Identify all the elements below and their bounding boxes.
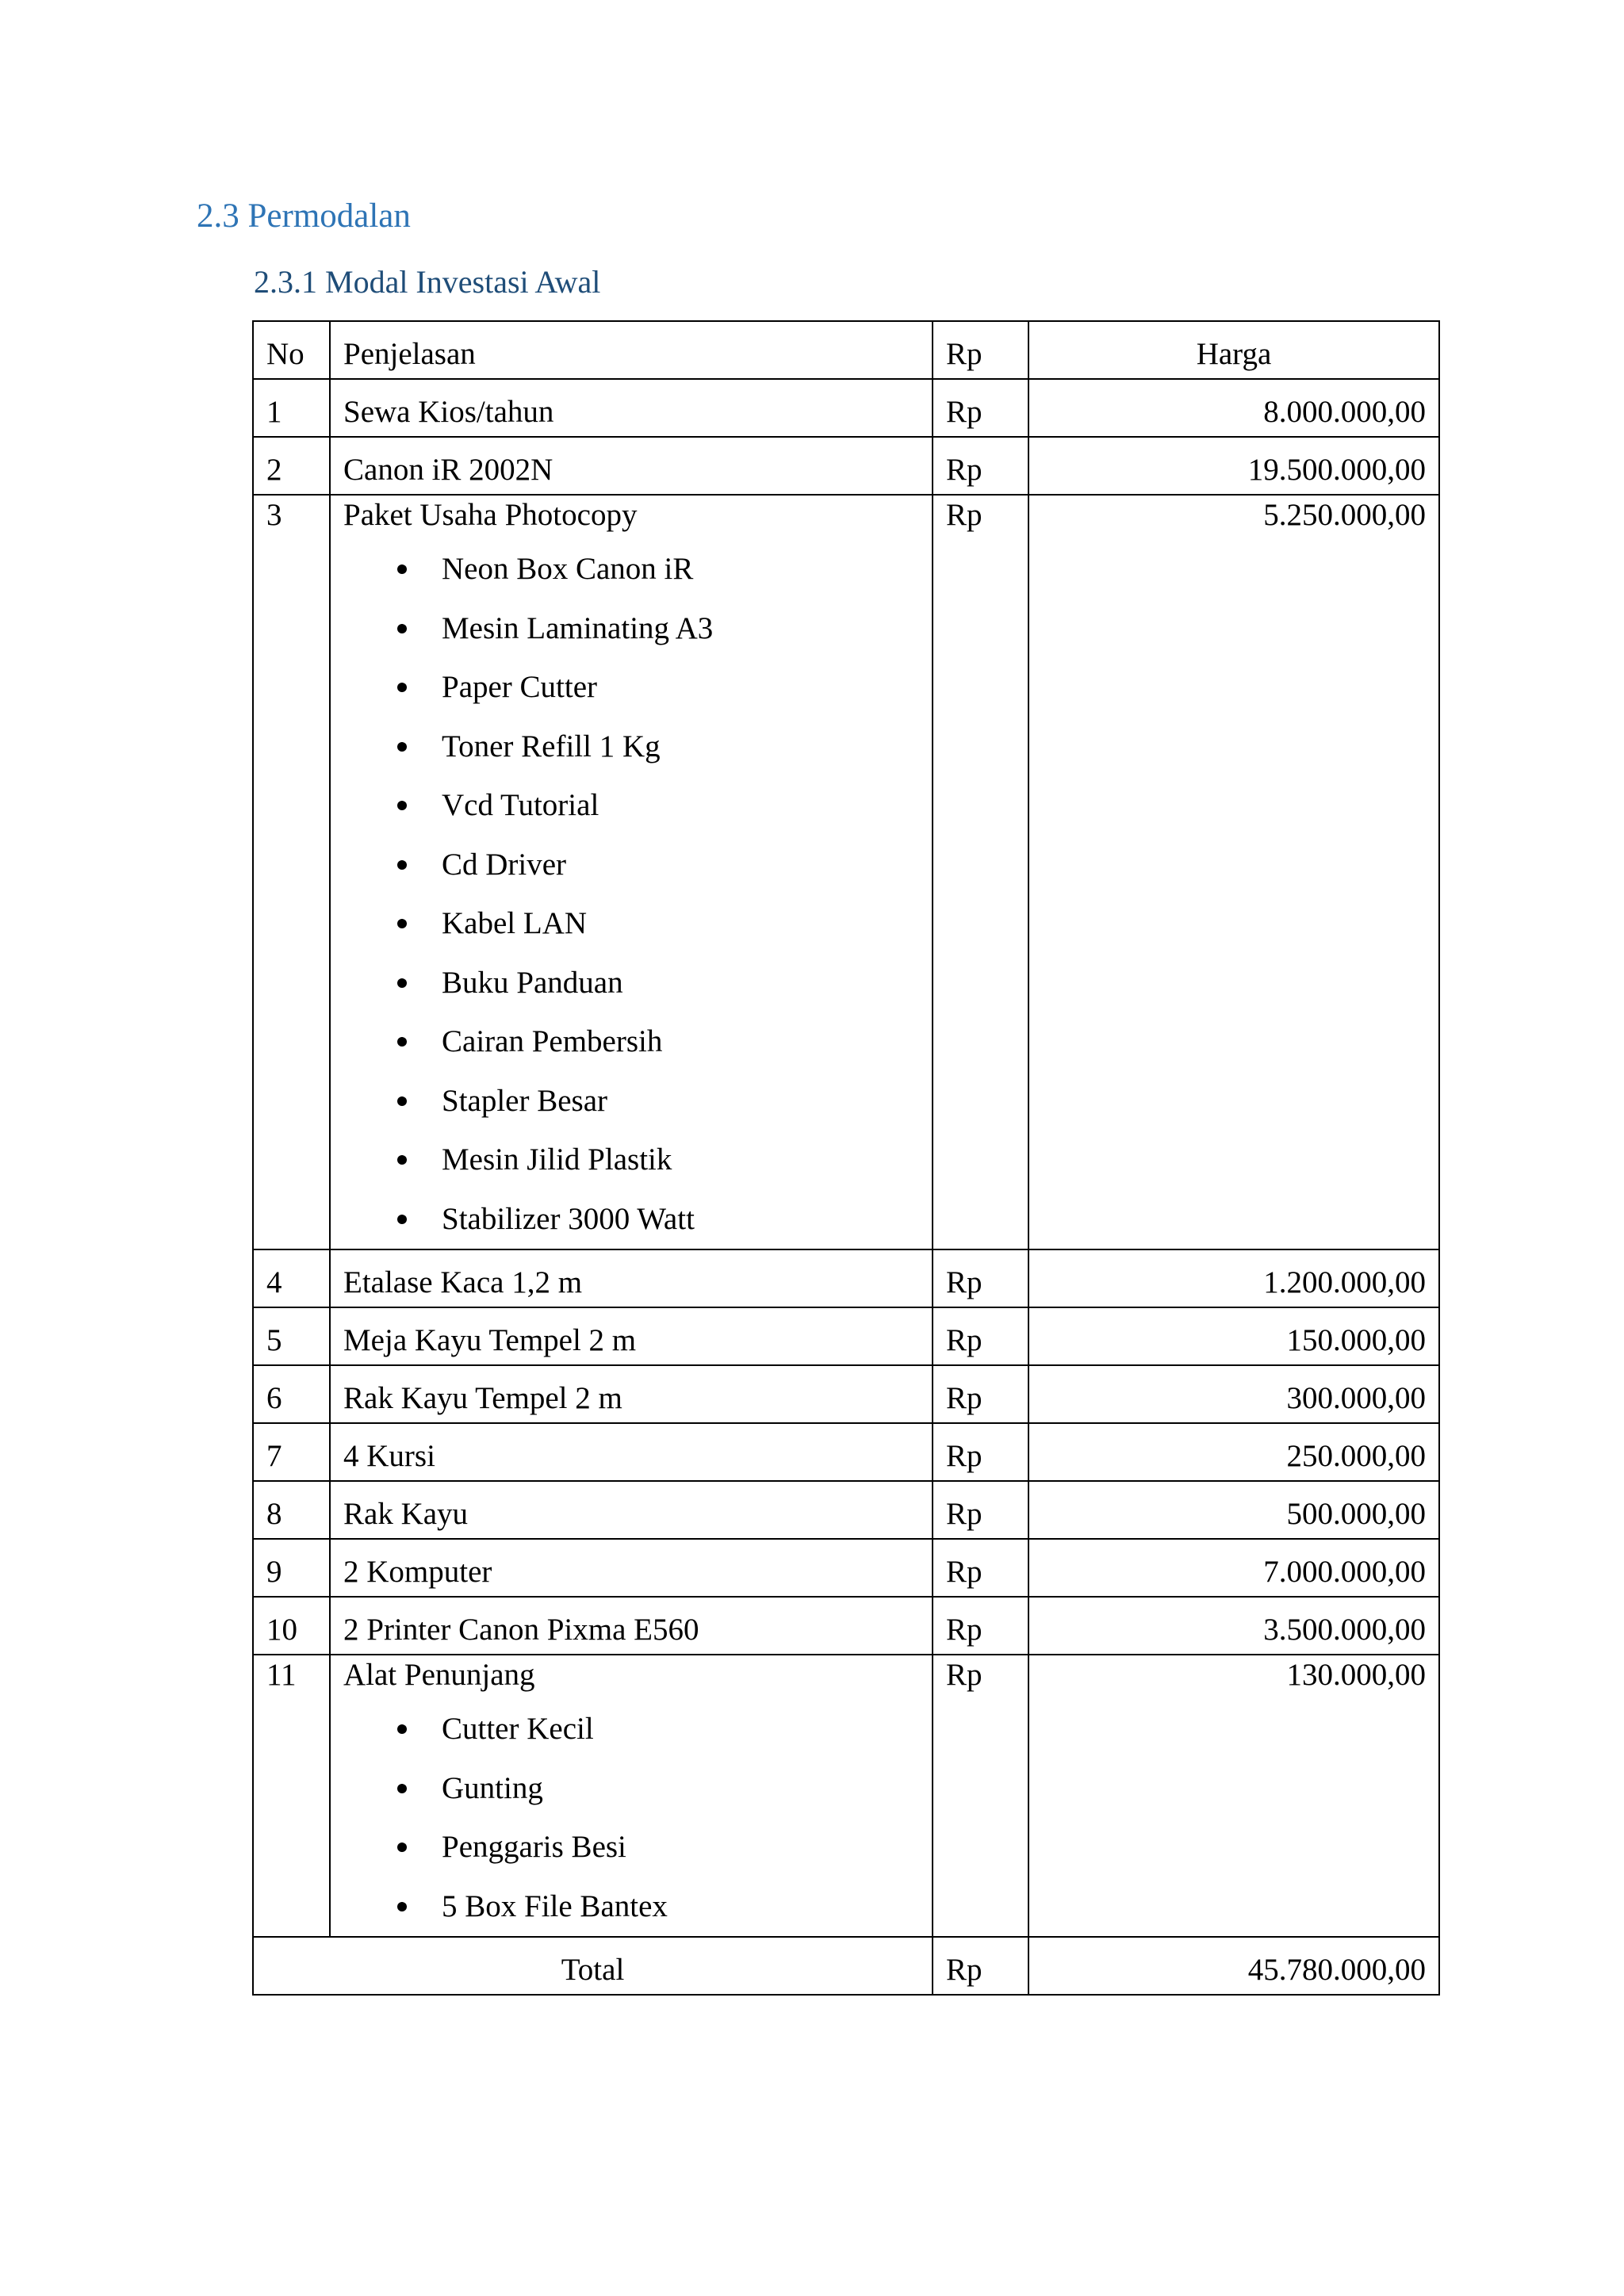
table-row [253, 437, 1439, 495]
header-description: Penjelasan [330, 321, 933, 379]
list-item [343, 954, 919, 1013]
row-description: Canon iR 2002N [330, 437, 933, 495]
total-label: Total [253, 1937, 933, 1995]
bullet-icon [397, 1037, 407, 1047]
list-item [343, 1131, 919, 1190]
list-item [343, 836, 919, 895]
row-currency: Rp [933, 1655, 1028, 1937]
row-description: 2 Komputer [330, 1539, 933, 1597]
list-item-label: Vcd Tutorial [442, 788, 599, 822]
row-currency: Rp [933, 1481, 1028, 1539]
row-price: 19.500.000,00 [1028, 437, 1439, 495]
list-item [343, 1759, 919, 1819]
row-description: Rak Kayu Tempel 2 m [330, 1365, 933, 1423]
row-number: 4 [253, 1249, 330, 1307]
list-item-label: 5 Box File Bantex [442, 1888, 668, 1923]
row-currency: Rp [933, 1365, 1028, 1423]
list-item [343, 894, 919, 954]
table-row [253, 1307, 1439, 1365]
list-item [343, 1877, 919, 1937]
bullet-icon [397, 919, 407, 928]
row-currency: Rp [933, 379, 1028, 437]
list-item-label: Stabilizer 3000 Watt [442, 1201, 695, 1236]
header-price: Harga [1028, 321, 1439, 379]
list-item-label: Cairan Pembersih [442, 1024, 663, 1058]
row-number: 8 [253, 1481, 330, 1539]
row-description: Alat Penunjang [343, 1658, 535, 1692]
row-currency: Rp [933, 1307, 1028, 1365]
row-currency: Rp [933, 1423, 1028, 1481]
list-item-label: Kabel LAN [442, 906, 588, 940]
row-price: 300.000,00 [1028, 1365, 1439, 1423]
list-item-label: Gunting [442, 1770, 543, 1805]
row-price: 250.000,00 [1028, 1423, 1439, 1481]
table-row [253, 1539, 1439, 1597]
investment-table [252, 320, 1440, 1996]
row-description: Rak Kayu [330, 1481, 933, 1539]
header-no: No [253, 321, 330, 379]
bullet-icon [397, 1155, 407, 1165]
row-description-with-items [330, 495, 933, 1249]
bullet-icon [397, 1215, 407, 1224]
row-number: 5 [253, 1307, 330, 1365]
row-price: 1.200.000,00 [1028, 1249, 1439, 1307]
row-description: 4 Kursi [330, 1423, 933, 1481]
row-description: Etalase Kaca 1,2 m [330, 1249, 933, 1307]
list-item [343, 1012, 919, 1072]
row-number: 10 [253, 1597, 330, 1655]
list-item [343, 540, 919, 599]
list-item-label: Paper Cutter [442, 670, 598, 704]
table-row-supporting-tools [253, 1655, 1439, 1937]
table-row [253, 1423, 1439, 1481]
list-item-label: Mesin Jilid Plastik [442, 1142, 672, 1177]
list-item [343, 658, 919, 718]
row-price: 130.000,00 [1028, 1655, 1439, 1937]
row-price: 8.000.000,00 [1028, 379, 1439, 437]
list-item [343, 599, 919, 659]
row-currency: Rp [933, 1539, 1028, 1597]
table-row-package [253, 495, 1439, 1249]
list-item [343, 776, 919, 836]
package-item-list [343, 540, 919, 1249]
table-row [253, 1365, 1439, 1423]
table-row [253, 1249, 1439, 1307]
row-description: 2 Printer Canon Pixma E560 [330, 1597, 933, 1655]
total-currency: Rp [933, 1937, 1028, 1995]
row-price: 5.250.000,00 [1028, 495, 1439, 1249]
row-number: 3 [253, 495, 330, 1249]
row-number: 11 [253, 1655, 330, 1937]
bullet-icon [397, 860, 407, 870]
row-number: 7 [253, 1423, 330, 1481]
list-item-label: Toner Refill 1 Kg [442, 729, 661, 763]
table-row [253, 379, 1439, 437]
table-row [253, 1481, 1439, 1539]
supporting-tools-list [343, 1700, 919, 1936]
list-item [343, 718, 919, 777]
bullet-icon [397, 801, 407, 810]
row-currency: Rp [933, 1249, 1028, 1307]
list-item-label: Cutter Kecil [442, 1712, 594, 1746]
table-header-row [253, 321, 1439, 379]
section-heading: 2.3 Permodalan [197, 197, 411, 235]
list-item [343, 1190, 919, 1249]
bullet-icon [397, 1902, 407, 1911]
row-number: 9 [253, 1539, 330, 1597]
row-description-with-items [330, 1655, 933, 1937]
row-currency: Rp [933, 495, 1028, 1249]
bullet-icon [397, 683, 407, 692]
bullet-icon [397, 1096, 407, 1106]
list-item-label: Stapler Besar [442, 1083, 608, 1118]
row-price: 3.500.000,00 [1028, 1597, 1439, 1655]
row-price: 7.000.000,00 [1028, 1539, 1439, 1597]
bullet-icon [397, 1784, 407, 1793]
row-description: Meja Kayu Tempel 2 m [330, 1307, 933, 1365]
row-number: 6 [253, 1365, 330, 1423]
row-number: 2 [253, 437, 330, 495]
list-item [343, 1700, 919, 1759]
row-description: Sewa Kios/tahun [330, 379, 933, 437]
row-number: 1 [253, 379, 330, 437]
list-item-label: Cd Driver [442, 847, 567, 882]
row-price: 500.000,00 [1028, 1481, 1439, 1539]
table-row [253, 1597, 1439, 1655]
row-description: Paket Usaha Photocopy [343, 498, 638, 532]
bullet-icon [397, 742, 407, 752]
bullet-icon [397, 1843, 407, 1852]
total-price: 45.780.000,00 [1028, 1937, 1439, 1995]
bullet-icon [397, 1724, 407, 1734]
table-total-row [253, 1937, 1439, 1995]
bullet-icon [397, 564, 407, 574]
row-currency: Rp [933, 437, 1028, 495]
list-item-label: Mesin Laminating A3 [442, 610, 714, 645]
subsection-heading: 2.3.1 Modal Investasi Awal [254, 264, 601, 300]
bullet-icon [397, 624, 407, 633]
list-item-label: Penggaris Besi [442, 1830, 626, 1864]
list-item [343, 1818, 919, 1877]
list-item [343, 1072, 919, 1131]
bullet-icon [397, 978, 407, 988]
list-item-label: Neon Box Canon iR [442, 552, 694, 586]
row-currency: Rp [933, 1597, 1028, 1655]
row-price: 150.000,00 [1028, 1307, 1439, 1365]
list-item-label: Buku Panduan [442, 965, 623, 1000]
header-currency: Rp [933, 321, 1028, 379]
